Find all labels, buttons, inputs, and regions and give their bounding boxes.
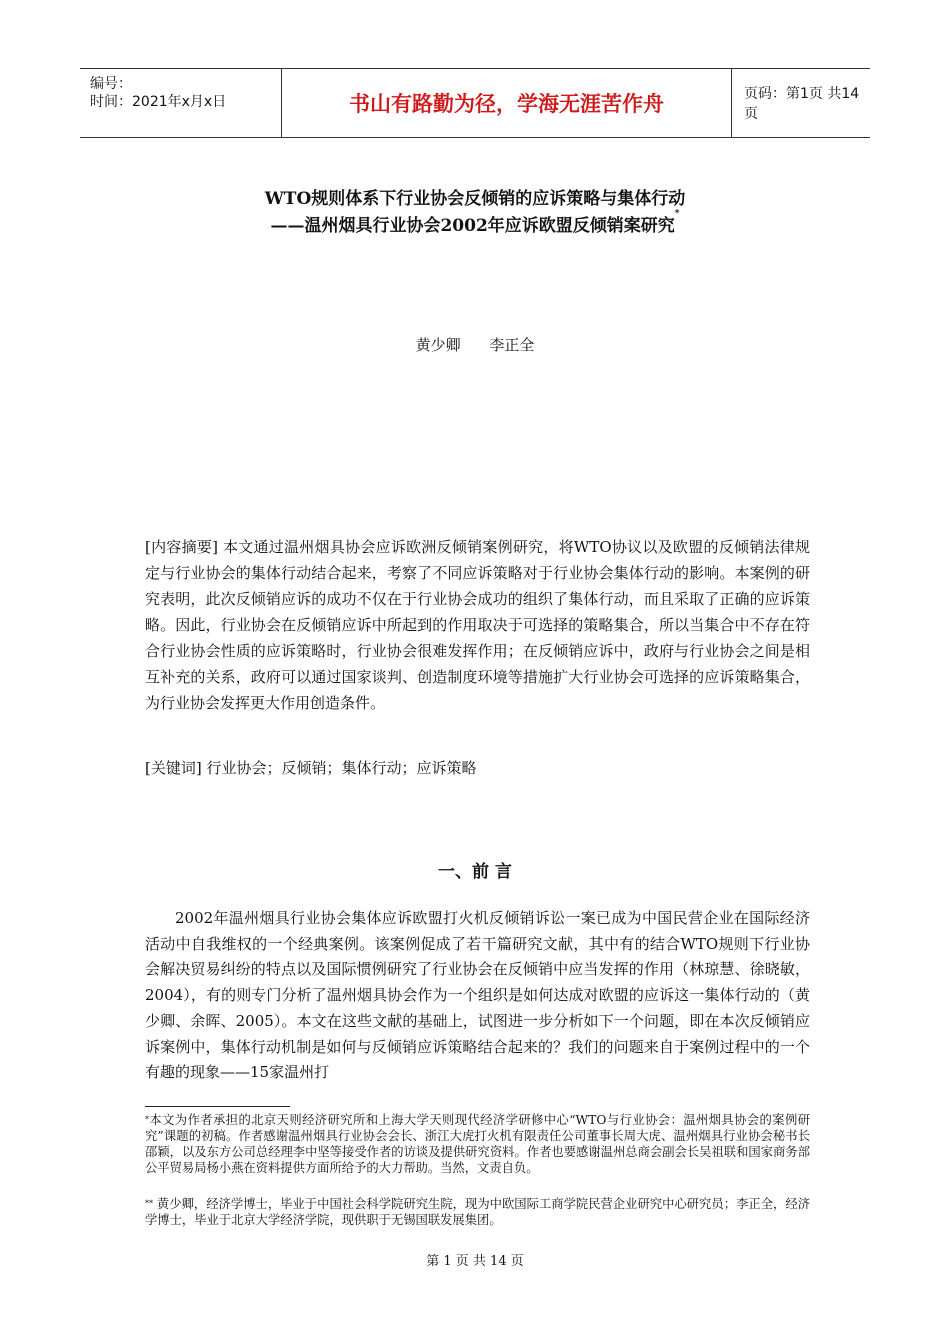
author-list xyxy=(0,334,950,355)
keywords: [关键词] 行业协会；反倾销；集体行动；应诉策略 xyxy=(145,759,477,777)
header-page-info: 页码：第1页 共14页 xyxy=(744,86,860,122)
paper-subtitle xyxy=(0,211,950,236)
paper-title: WTO规则体系下行业协会反倾销的应诉策略与集体行动 xyxy=(264,189,686,209)
document-header xyxy=(80,68,870,138)
body-paragraph: 2002年温州烟具行业协会集体应诉欧盟打火机反倾销诉讼一案已成为中国民营企业在国际经济活动中自我维权的一个经典案例。该案例促成了若干篇研究文献，其中有的结合WTO规则下行业协会解决贸易纠纷的特点以及国际惯例研究了行业协会在反倾销中应当发挥的作用（林琼慧、徐晓敏，2004），有的则专门分析了温州烟具协会作为一个组织是如何达成对欧盟的应诉这一集体行动的（黄少卿、余晖、2005）。本文在这些文献的基础上，试图进一步分析如下一个问题，即在本次反倾销应诉案例中，集体行动机制是如何与反倾销应诉策略结合起来的？我们的问题来自于案例过程中的一个有趣的现象——15家温州打 xyxy=(145,909,810,1082)
subtitle-text: ——温州烟具行业协会2002年应诉欧盟反倾销案研究 xyxy=(270,216,675,236)
section-heading: 一、前 言 xyxy=(438,862,512,882)
footnote-2 xyxy=(145,1196,810,1228)
footnote-1-mark: * xyxy=(145,1115,149,1124)
footnote-1 xyxy=(145,1112,810,1176)
abstract: [内容摘要] 本文通过温州烟具协会应诉欧洲反倾销案例研究，将WTO协议以及欧盟的反倾销法律规定与行业协会的集体行动结合起来，考察了不同应诉策略对于行业协会集体行动的影响。本案例的研究表明，此次反倾销应诉的成功不仅在于行业协会成功的组织了集体行动，而且采取了正确的应诉策略。因此，行业协会在反倾销应诉中所起到的作用取决于可选择的策略集合，所以当集合中不存在符合行业协会性质的应诉策略时，行业协会很难发挥作用；在反倾销应诉中，政府与行业协会之间是相互补充的关系，政府可以通过国家谈判、创造制度环境等措施扩大行业协会可选择的应诉策略集合，为行业协会发挥更大作用创造条件。 xyxy=(145,538,810,712)
author-name: 黄少卿 xyxy=(415,336,461,354)
footnote-divider xyxy=(145,1106,290,1107)
footnote-1-text: 本文为作者承担的北京天则经济研究所和上海大学天则现代经济学研修中心“WTO与行业协会：温州烟具协会的案例研究”课题的初稿。作者感谢温州烟具行业协会会长、浙江大虎打火机有限责任公司董事长周大虎、温州烟具行业协会秘书长邵颖，以及东方公司总经理李中坚等接受作者的访谈及提供研究资料。作者也要感谢温州总商会副会长吴祖联和国家商务部公平贸易局杨小燕在资料提供方面所给予的大力帮助。当然，文责自负。 xyxy=(145,1113,810,1175)
header-meta-cell xyxy=(80,69,282,137)
footnote-2-mark: ** xyxy=(145,1199,153,1208)
footnote-2-text: 黄少卿，经济学博士，毕业于中国社会科学院研究生院，现为中欧国际工商学院民营企业研究中心研究员；李正全，经济学博士，毕业于北京大学经济学院，现供职于无锡国联发展集团。 xyxy=(145,1197,810,1227)
time-label: 时间：2021年x月x日 xyxy=(90,94,227,110)
page-footer: 第 1 页 共 14 页 xyxy=(426,1254,524,1269)
author-name: 李正全 xyxy=(489,336,535,354)
number-label: 编号： xyxy=(90,76,132,92)
header-motto: 书山有路勤为径，学海无涯苦作舟 xyxy=(282,69,732,137)
subtitle-footnote-mark: * xyxy=(674,209,680,219)
